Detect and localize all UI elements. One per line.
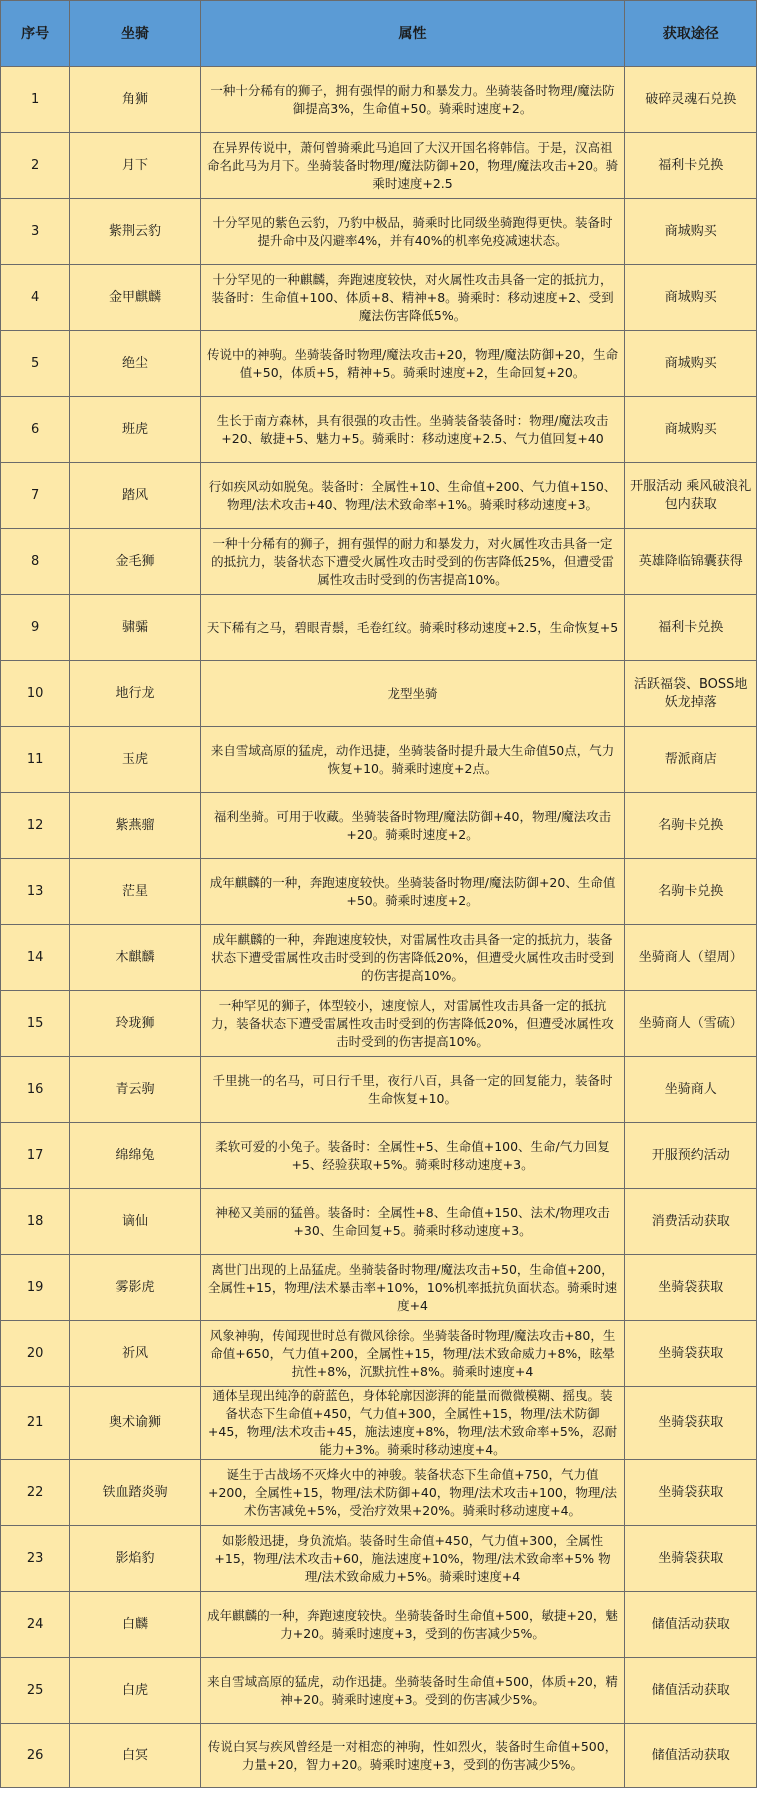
table-row bbox=[1, 1658, 757, 1724]
attributes-cell: 生长于南方森林，具有很强的攻击性。坐骑装备装备时：物理/魔法攻击+20、敏捷+5、魅力+5。骑乘时：移动速度+2.5、气力值回复+40 bbox=[200, 397, 625, 463]
table-row bbox=[1, 1387, 757, 1460]
table-row bbox=[1, 1123, 757, 1189]
attributes-cell: 传说白冥与疾风曾经是一对相恋的神驹，性如烈火，装备时生命值+500，力量+20，智力+20。骑乘时速度+3，受到的伤害减少5%。 bbox=[200, 1724, 625, 1788]
attributes-cell: 传说中的神驹。坐骑装备时物理/魔法攻击+20，物理/魔法防御+20，生命值+50，体质+5，精神+5。骑乘时速度+2，生命回复+20。 bbox=[200, 331, 625, 397]
table-row bbox=[1, 991, 757, 1057]
attributes-cell: 天下稀有之马，碧眼青鬃，毛卷红纹。骑乘时移动速度+2.5，生命恢复+5 bbox=[200, 595, 625, 661]
header-row bbox=[1, 1, 757, 67]
table-row bbox=[1, 1460, 757, 1526]
row-index-cell: 6 bbox=[1, 397, 70, 463]
mount-name-cell: 地行龙 bbox=[70, 661, 200, 727]
mount-name-cell: 紫燕骝 bbox=[70, 793, 200, 859]
table-row bbox=[1, 1057, 757, 1123]
row-index-cell: 15 bbox=[1, 991, 70, 1057]
source-cell: 福利卡兑换 bbox=[625, 133, 757, 199]
row-index-cell: 20 bbox=[1, 1321, 70, 1387]
table-row bbox=[1, 397, 757, 463]
attributes-cell: 成年麒麟的一种，奔跑速度较快。坐骑装备时物理/魔法防御+20、生命值+50。骑乘时速度+2。 bbox=[200, 859, 625, 925]
source-cell: 储值活动获取 bbox=[625, 1724, 757, 1788]
row-index-cell: 19 bbox=[1, 1255, 70, 1321]
row-index-cell: 23 bbox=[1, 1526, 70, 1592]
mount-name-cell: 踏风 bbox=[70, 463, 200, 529]
row-index-cell: 14 bbox=[1, 925, 70, 991]
attributes-cell: 在异界传说中，萧何曾骑乘此马追回了大汉开国名将韩信。于是，汉高祖命名此马为月下。坐骑装备时物理/魔法防御+20，物理/魔法攻击+20。骑乘时速度+2.5 bbox=[200, 133, 625, 199]
mount-name-cell: 铁血踏炎驹 bbox=[70, 1460, 200, 1526]
table-row bbox=[1, 463, 757, 529]
source-cell: 坐骑袋获取 bbox=[625, 1255, 757, 1321]
mount-name-cell: 月下 bbox=[70, 133, 200, 199]
mount-name-cell: 玉虎 bbox=[70, 727, 200, 793]
mount-name-cell: 班虎 bbox=[70, 397, 200, 463]
source-cell: 储值活动获取 bbox=[625, 1592, 757, 1658]
table-row bbox=[1, 661, 757, 727]
attributes-cell: 来自雪域高原的猛虎，动作迅捷。坐骑装备时生命值+500，体质+20，精神+20。骑乘时速度+3。受到的伤害减少5%。 bbox=[200, 1658, 625, 1724]
table-row bbox=[1, 1189, 757, 1255]
row-index-cell: 1 bbox=[1, 67, 70, 133]
header-mount: 坐骑 bbox=[70, 1, 200, 67]
row-index-cell: 10 bbox=[1, 661, 70, 727]
row-index-cell: 18 bbox=[1, 1189, 70, 1255]
source-cell: 商城购买 bbox=[625, 331, 757, 397]
attributes-cell: 离世门出现的上品猛虎。坐骑装备时物理/魔法攻击+50，生命值+200，全属性+15，物理/法术暴击率+10%，10%机率抵抗负面状态。骑乘时速度+4 bbox=[200, 1255, 625, 1321]
table-row bbox=[1, 793, 757, 859]
table-row bbox=[1, 1724, 757, 1788]
attributes-cell: 诞生于古战场不灭烽火中的神骏。装备状态下生命值+750，气力值+200，全属性+15，物理/法术防御+40，物理/法术攻击+100，物理/法术伤害减免+5%，受治疗效果+20%。骑乘时移动速度+4。 bbox=[200, 1460, 625, 1526]
row-index-cell: 7 bbox=[1, 463, 70, 529]
attributes-cell: 一种十分稀有的狮子，拥有强悍的耐力和暴发力，对火属性攻击具备一定的抵抗力，装备状态下遭受火属性攻击时受到的伤害降低25%，但遭受雷属性攻击时受到的伤害提高10%。 bbox=[200, 529, 625, 595]
attributes-cell: 千里挑一的名马，可日行千里，夜行八百，具备一定的回复能力，装备时生命恢复+10。 bbox=[200, 1057, 625, 1123]
attributes-cell: 如影般迅捷，身负流焰。装备时生命值+450，气力值+300，全属性+15，物理/法术攻击+60，施法速度+10%，物理/法术致命率+5% 物理/法术致命威力+5%。骑乘时速度+4 bbox=[200, 1526, 625, 1592]
attributes-cell: 一种罕见的狮子，体型较小，速度惊人，对雷属性攻击具备一定的抵抗力，装备状态下遭受雷属性攻击时受到的伤害降低20%，但遭受冰属性攻击时受到的伤害提高10%。 bbox=[200, 991, 625, 1057]
source-cell: 储值活动获取 bbox=[625, 1658, 757, 1724]
mount-name-cell: 绝尘 bbox=[70, 331, 200, 397]
attributes-cell: 神秘又美丽的猛兽。装备时：全属性+8、生命值+150、法术/物理攻击+30、生命回复+5。骑乘时移动速度+3。 bbox=[200, 1189, 625, 1255]
source-cell: 英雄降临锦囊获得 bbox=[625, 529, 757, 595]
table-row bbox=[1, 265, 757, 331]
source-cell: 消费活动获取 bbox=[625, 1189, 757, 1255]
row-index-cell: 11 bbox=[1, 727, 70, 793]
source-cell: 坐骑袋获取 bbox=[625, 1321, 757, 1387]
attributes-cell: 来自雪域高原的猛虎，动作迅捷，坐骑装备时提升最大生命值50点，气力恢复+10。骑乘时速度+2点。 bbox=[200, 727, 625, 793]
attributes-cell: 通体呈现出纯净的蔚蓝色，身体轮廓因澎湃的能量而微微模糊、摇曳。装备状态下生命值+450，气力值+300，全属性+15，物理/法术防御+45，物理/法术攻击+45，施法速度+8%，物理/法术致命率+5%，忍耐能力+3%。骑乘时移动速度+4。 bbox=[200, 1387, 625, 1460]
table-row bbox=[1, 331, 757, 397]
row-index-cell: 26 bbox=[1, 1724, 70, 1788]
row-index-cell: 12 bbox=[1, 793, 70, 859]
attributes-cell: 柔软可爱的小兔子。装备时：全属性+5、生命值+100、生命/气力回复+5、经验获取+5%。骑乘时移动速度+3。 bbox=[200, 1123, 625, 1189]
mount-name-cell: 白虎 bbox=[70, 1658, 200, 1724]
source-cell: 坐骑商人（望周） bbox=[625, 925, 757, 991]
source-cell: 开服预约活动 bbox=[625, 1123, 757, 1189]
source-cell: 坐骑商人 bbox=[625, 1057, 757, 1123]
attributes-cell: 福利坐骑。可用于收藏。坐骑装备时物理/魔法防御+40，物理/魔法攻击+20。骑乘时速度+2。 bbox=[200, 793, 625, 859]
mount-name-cell: 金毛狮 bbox=[70, 529, 200, 595]
source-cell: 名驹卡兑换 bbox=[625, 793, 757, 859]
mount-name-cell: 奥术谕狮 bbox=[70, 1387, 200, 1460]
table-row bbox=[1, 1321, 757, 1387]
table-row bbox=[1, 1526, 757, 1592]
table-row bbox=[1, 1592, 757, 1658]
table-row bbox=[1, 199, 757, 265]
source-cell: 商城购买 bbox=[625, 199, 757, 265]
row-index-cell: 5 bbox=[1, 331, 70, 397]
attributes-cell: 十分罕见的紫色云豹，乃豹中极品，骑乘时比同级坐骑跑得更快。装备时提升命中及闪避率4%，并有40%的机率免疫减速状态。 bbox=[200, 199, 625, 265]
row-index-cell: 17 bbox=[1, 1123, 70, 1189]
mount-name-cell: 青云驹 bbox=[70, 1057, 200, 1123]
table-row bbox=[1, 133, 757, 199]
header-index: 序号 bbox=[1, 1, 70, 67]
mount-name-cell: 玲珑狮 bbox=[70, 991, 200, 1057]
mount-name-cell: 紫荆云豹 bbox=[70, 199, 200, 265]
attributes-cell: 行如疾风动如脱兔。装备时：全属性+10、生命值+200、气力值+150、物理/法术攻击+40、物理/法术致命率+1%。骑乘时移动速度+3。 bbox=[200, 463, 625, 529]
mount-name-cell: 雾影虎 bbox=[70, 1255, 200, 1321]
row-index-cell: 13 bbox=[1, 859, 70, 925]
row-index-cell: 9 bbox=[1, 595, 70, 661]
header-attributes: 属性 bbox=[200, 1, 625, 67]
mount-name-cell: 祈风 bbox=[70, 1321, 200, 1387]
header-source: 获取途径 bbox=[625, 1, 757, 67]
row-index-cell: 8 bbox=[1, 529, 70, 595]
source-cell: 坐骑袋获取 bbox=[625, 1460, 757, 1526]
row-index-cell: 24 bbox=[1, 1592, 70, 1658]
mount-name-cell: 茫星 bbox=[70, 859, 200, 925]
source-cell: 开服活动 乘风破浪礼包内获取 bbox=[625, 463, 757, 529]
source-cell: 活跃福袋、BOSS地妖龙掉落 bbox=[625, 661, 757, 727]
source-cell: 商城购买 bbox=[625, 397, 757, 463]
source-cell: 帮派商店 bbox=[625, 727, 757, 793]
row-index-cell: 16 bbox=[1, 1057, 70, 1123]
row-index-cell: 4 bbox=[1, 265, 70, 331]
attributes-cell: 龙型坐骑 bbox=[200, 661, 625, 727]
table-row bbox=[1, 529, 757, 595]
attributes-cell: 成年麒麟的一种，奔跑速度较快，对雷属性攻击具备一定的抵抗力，装备状态下遭受雷属性攻击时受到的伤害降低20%，但遭受火属性攻击时受到的伤害提高10%。 bbox=[200, 925, 625, 991]
table-row bbox=[1, 727, 757, 793]
attributes-cell: 十分罕见的一种麒麟，奔跑速度较快，对火属性攻击具备一定的抵抗力，装备时：生命值+100、体质+8、精神+8。骑乘时：移动速度+2、受到魔法伤害降低5%。 bbox=[200, 265, 625, 331]
mount-name-cell: 白冥 bbox=[70, 1724, 200, 1788]
source-cell: 名驹卡兑换 bbox=[625, 859, 757, 925]
mount-name-cell: 木麒麟 bbox=[70, 925, 200, 991]
mount-name-cell: 影焰豹 bbox=[70, 1526, 200, 1592]
mount-name-cell: 谪仙 bbox=[70, 1189, 200, 1255]
source-cell: 坐骑商人（雪硫） bbox=[625, 991, 757, 1057]
source-cell: 福利卡兑换 bbox=[625, 595, 757, 661]
source-cell: 坐骑袋获取 bbox=[625, 1526, 757, 1592]
table-row bbox=[1, 859, 757, 925]
row-index-cell: 3 bbox=[1, 199, 70, 265]
mount-name-cell: 绵绵兔 bbox=[70, 1123, 200, 1189]
table-row bbox=[1, 595, 757, 661]
table-row bbox=[1, 925, 757, 991]
row-index-cell: 25 bbox=[1, 1658, 70, 1724]
row-index-cell: 21 bbox=[1, 1387, 70, 1460]
mount-name-cell: 骕骦 bbox=[70, 595, 200, 661]
attributes-cell: 一种十分稀有的狮子，拥有强悍的耐力和暴发力。坐骑装备时物理/魔法防御提高3%，生命值+50。骑乘时速度+2。 bbox=[200, 67, 625, 133]
row-index-cell: 22 bbox=[1, 1460, 70, 1526]
source-cell: 破碎灵魂石兑换 bbox=[625, 67, 757, 133]
row-index-cell: 2 bbox=[1, 133, 70, 199]
source-cell: 坐骑袋获取 bbox=[625, 1387, 757, 1460]
attributes-cell: 成年麒麟的一种，奔跑速度较快。坐骑装备时生命值+500，敏捷+20，魅力+20。骑乘时速度+3，受到的伤害减少5%。 bbox=[200, 1592, 625, 1658]
mount-name-cell: 白麟 bbox=[70, 1592, 200, 1658]
table-body bbox=[1, 67, 757, 1788]
table-row bbox=[1, 1255, 757, 1321]
mount-name-cell: 金甲麒麟 bbox=[70, 265, 200, 331]
source-cell: 商城购买 bbox=[625, 265, 757, 331]
table-row bbox=[1, 67, 757, 133]
mount-name-cell: 角狮 bbox=[70, 67, 200, 133]
attributes-cell: 风象神驹，传闻现世时总有微风徐徐。坐骑装备时物理/魔法攻击+80，生命值+650，气力值+200，全属性+15，物理/法术致命威力+8%，眩晕抗性+8%，沉默抗性+8%。骑乘时速度+4 bbox=[200, 1321, 625, 1387]
